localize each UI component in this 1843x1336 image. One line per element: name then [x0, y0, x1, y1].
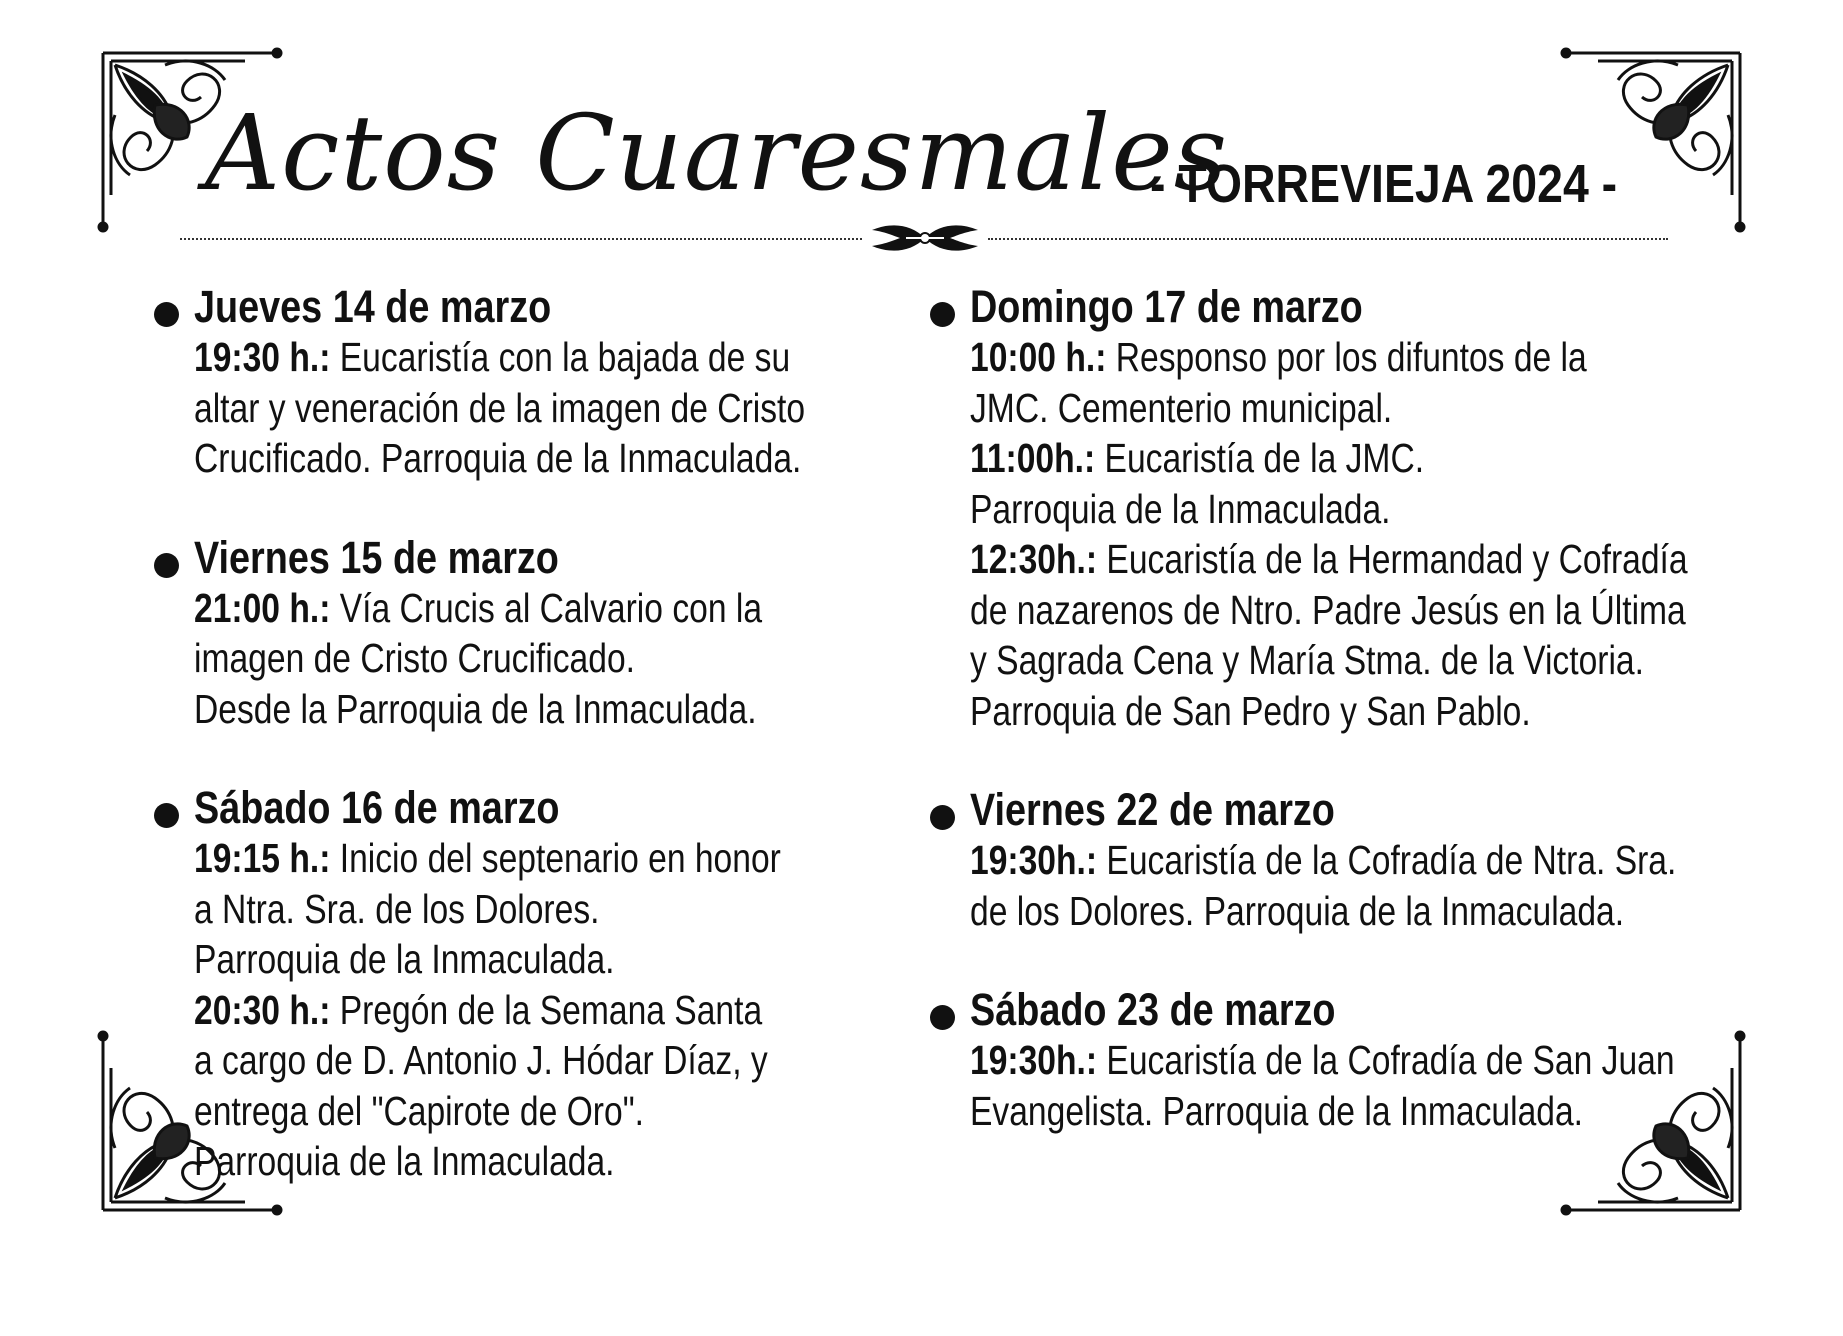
event-text: Eucaristía de la Hermandad y Cofradía — [1097, 536, 1688, 582]
event-text: Responso por los difuntos de la — [1106, 334, 1587, 380]
left-column — [150, 282, 920, 1236]
page-subtitle: - TORREVIEJA 2024 - — [1150, 154, 1618, 214]
event-time: 19:30 h.: — [194, 334, 331, 380]
floral-divider-ornament-icon — [866, 220, 984, 256]
event-line — [194, 833, 861, 884]
event-text: Eucaristía con la bajada de su — [330, 334, 791, 380]
event-item — [926, 282, 1756, 736]
event-line — [194, 332, 861, 383]
event-line — [970, 1086, 1692, 1137]
event-time: 11:00h.: — [970, 435, 1096, 481]
event-line — [970, 484, 1692, 535]
event-time: 20:30 h.: — [194, 986, 331, 1033]
event-line — [194, 1086, 861, 1137]
event-line — [194, 583, 861, 634]
event-line — [194, 433, 861, 484]
event-line — [970, 1035, 1692, 1086]
dotted-divider-left — [180, 238, 862, 240]
event-text: de nazarenos de Ntro. Padre Jesús en la Última — [970, 586, 1686, 633]
event-text: Vía Crucis al Calvario con la — [330, 584, 763, 631]
event-text: Eucaristía de la Cofradía de San Juan — [1097, 1037, 1675, 1083]
event-text: JMC. Cementerio municipal. — [970, 384, 1393, 431]
event-line — [970, 585, 1692, 636]
event-line — [194, 1035, 861, 1086]
event-item — [150, 282, 920, 484]
event-line — [970, 886, 1692, 937]
event-time: 21:00 h.: — [194, 584, 331, 631]
event-line — [970, 635, 1692, 686]
event-text: Parroquia de la Inmaculada. — [194, 1138, 615, 1184]
event-text: entrega del "Capirote de Oro". — [194, 1087, 644, 1134]
event-line — [194, 633, 861, 684]
event-item — [926, 785, 1756, 936]
event-time: 10:00 h.: — [970, 334, 1107, 380]
event-line — [194, 934, 861, 985]
event-time: 19:30h.: — [970, 1037, 1098, 1083]
event-text: y Sagrada Cena y María Stma. de la Victoria. — [970, 637, 1644, 683]
event-description — [194, 583, 861, 735]
right-column — [926, 282, 1756, 1185]
event-text: Parroquia de la Inmaculada. — [194, 936, 615, 982]
event-text: Pregón de la Semana Santa — [330, 986, 763, 1033]
dotted-divider-right — [988, 238, 1668, 240]
event-item — [150, 783, 920, 1187]
event-line — [970, 383, 1692, 434]
event-text: de los Dolores. Parroquia de la Inmaculada. — [970, 887, 1625, 934]
event-date: Sábado 16 de marzo — [194, 782, 560, 833]
event-date: Viernes 22 de marzo — [970, 784, 1335, 835]
event-item — [926, 985, 1756, 1136]
event-text: imagen de Cristo Crucificado. — [194, 635, 635, 681]
event-text: Parroquia de San Pedro y San Pablo. — [970, 687, 1531, 734]
event-text: Parroquia de la Inmaculada. — [970, 485, 1391, 532]
event-description — [970, 835, 1692, 936]
event-date: Sábado 23 de marzo — [970, 984, 1336, 1035]
event-line — [970, 686, 1692, 737]
event-time: 19:30h.: — [970, 837, 1098, 883]
bullet-icon — [930, 805, 955, 830]
event-line — [194, 985, 861, 1036]
bullet-icon — [154, 553, 179, 578]
bullet-icon — [154, 302, 179, 327]
event-text: altar y veneración de la imagen de Cristo — [194, 384, 806, 431]
event-line — [970, 534, 1692, 585]
event-text: Evangelista. Parroquia de la Inmaculada. — [970, 1087, 1584, 1134]
event-line — [970, 332, 1692, 383]
event-date: Viernes 15 de marzo — [194, 531, 559, 583]
event-text: Desde la Parroquia de la Inmaculada. — [194, 685, 757, 732]
event-text: a Ntra. Sra. de los Dolores. — [194, 885, 600, 932]
event-line — [970, 835, 1692, 886]
event-line — [194, 383, 861, 434]
event-text: a cargo de D. Antonio J. Hódar Díaz, y — [194, 1037, 768, 1083]
event-description — [970, 1035, 1692, 1136]
event-time: 12:30h.: — [970, 536, 1098, 582]
event-line — [194, 1136, 861, 1187]
event-date: Domingo 17 de marzo — [970, 281, 1363, 332]
event-line — [194, 884, 861, 935]
bullet-icon — [930, 302, 955, 327]
event-time: 19:15 h.: — [194, 835, 331, 881]
event-text: Crucificado. Parroquia de la Inmaculada. — [194, 435, 802, 481]
event-description — [970, 332, 1692, 736]
event-line — [970, 433, 1692, 484]
event-text: Eucaristía de la Cofradía de Ntra. Sra. — [1097, 837, 1677, 883]
event-line — [194, 684, 861, 735]
bullet-icon — [930, 1005, 955, 1030]
page-title: Actos Cuaresmales — [205, 92, 1229, 214]
event-text: Eucaristía de la JMC. — [1095, 435, 1425, 481]
event-description — [194, 833, 861, 1187]
event-item — [150, 533, 920, 735]
event-description — [194, 332, 861, 484]
event-date: Jueves 14 de marzo — [194, 281, 552, 332]
event-text: Inicio del septenario en honor — [330, 835, 781, 881]
bullet-icon — [154, 803, 179, 828]
